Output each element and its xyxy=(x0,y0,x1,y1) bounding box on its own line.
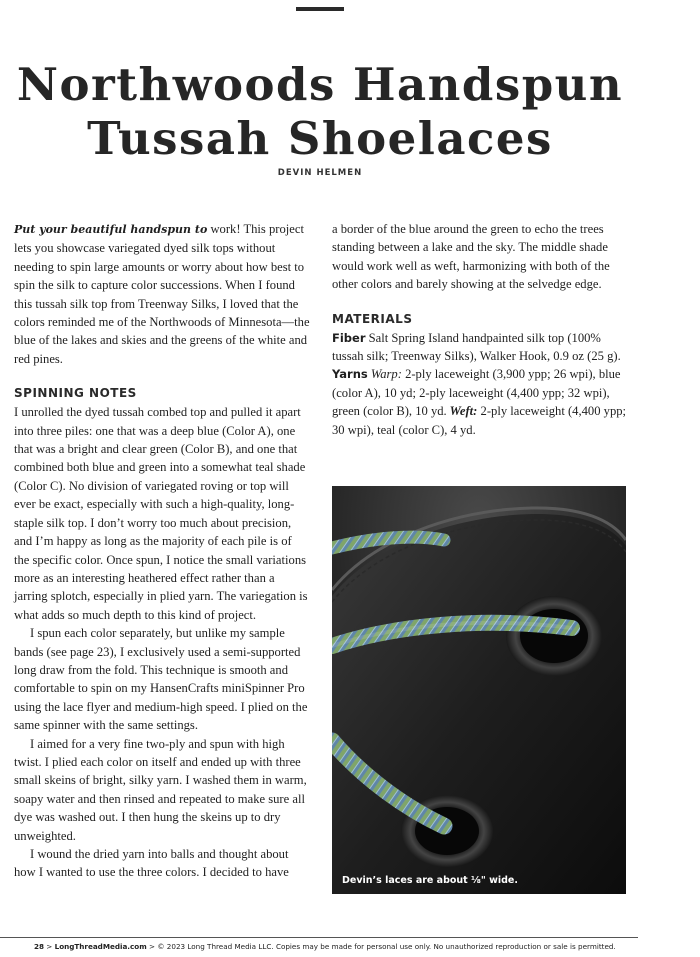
author-byline: DEVIN HELMEN xyxy=(277,168,363,178)
intro-paragraph xyxy=(14,220,310,368)
spinning-paragraph-3: I aimed for a very fine two-ply and spun with high twist. I plied each color on itself and ended up with three small skeins of bright, silky yarn. I washed them in warm, soapy water and then rinsed and repeated to make sure all dye was washed out. I then hung the skeins up to dry unweighted. xyxy=(14,736,307,843)
footer-rights: © 2023 Long Thread Media LLC. Copies may be made for personal use only. No unauthorized reproduction or sale is permitted. xyxy=(157,942,616,951)
footer-separator-1: > xyxy=(44,942,55,951)
footer-site-link[interactable]: LongThreadMedia.com xyxy=(54,942,147,951)
footer-rule xyxy=(0,937,638,938)
intro-lead: Put your beautiful handspun to xyxy=(14,223,208,236)
page-footer xyxy=(34,942,616,951)
top-accent-bar xyxy=(296,7,344,11)
spinning-paragraph-4: I wound the dried yarn into balls and thought about how I wanted to use the three colors. I decided to have xyxy=(14,847,289,880)
page-number: 28 xyxy=(34,942,45,951)
weft-label: Weft: xyxy=(446,404,478,419)
continuation-paragraph: a border of the blue around the green to echo the trees standing between a lake and the sky. The middle shade would work well as weft, harmonizing with both of the other colors and barely showing at the selvedge edge. xyxy=(332,222,610,292)
photo-caption: Devin’s laces are about ⅛" wide. xyxy=(342,875,518,886)
spinning-notes-heading: SPINNING NOTES xyxy=(14,386,137,401)
spinning-paragraph-1: I unrolled the dyed tussah combed top and pulled it apart into three piles: one that was a deep blue (Color A), one that was a bright and clear green (Color B), and one that combined both blue and green into a somewhat teal shade (Color C). No division of variegated roving or top will ever be exact, especially with such a high-quality, long-staple silk top. I don’t worry too much about precision, and I’m happy as long as the majority of each pile is of the specific color. Once spun, I notice the small variations more as an interesting heathered effect rather than a jarring splotch, especially in plied yarn. The variegation is what adds so much depth to this kind of project. xyxy=(14,405,308,622)
title-line-2: Tussah Shoelaces xyxy=(87,112,553,165)
materials-yarns xyxy=(332,365,628,439)
shoelace-illustration xyxy=(332,486,626,894)
yarns-label: Yarns xyxy=(332,367,368,382)
shoelace-photo xyxy=(332,486,626,894)
intro-text: work! This project lets you showcase variegated dyed silk tops without needing to spin large amounts or worry about how best to spin the silk to capture color successions. When I found this tussah silk top from Treenway Silks, I loved that the colors reminded me of the Northwoods of Minnesota—the blue of the lakes and skies and the greens of the white and red pines. xyxy=(14,222,310,366)
fiber-label: Fiber xyxy=(332,330,366,345)
right-column xyxy=(332,220,628,439)
warp-text: 2-ply laceweight (3,900 ypp; 26 wpi), blue (color A), 10 yd; 2-ply laceweight (4,400 ypp; 32 wpi), green (color B), 10 yd. xyxy=(332,367,621,419)
spinning-paragraph-2: I spun each color separately, but unlike my sample bands (see page 23), I exclusively used a semi-supported long draw from the fold. This technique is smooth and comfortable to spin on my HansenCrafts miniSpinner Pro using the lace flyer and medium-high speed. I plied on the same spinner with the same settings. xyxy=(14,626,308,733)
weft-text: 2-ply laceweight (4,400 ypp; 30 wpi), teal (color C), 4 yd. xyxy=(332,404,627,437)
fiber-text: Salt Spring Island handpainted silk top (100% tussah silk; Treenway Silks), Walker Hook, 0.9 oz (25 g). xyxy=(332,330,621,364)
footer-separator-2: > xyxy=(146,942,158,951)
materials-fiber xyxy=(332,329,628,366)
left-column xyxy=(14,220,310,882)
article-title xyxy=(0,58,640,166)
warp-label: Warp: xyxy=(367,367,402,382)
title-line-1: Northwoods Handspun xyxy=(16,58,624,111)
materials-heading: MATERIALS xyxy=(332,311,413,326)
